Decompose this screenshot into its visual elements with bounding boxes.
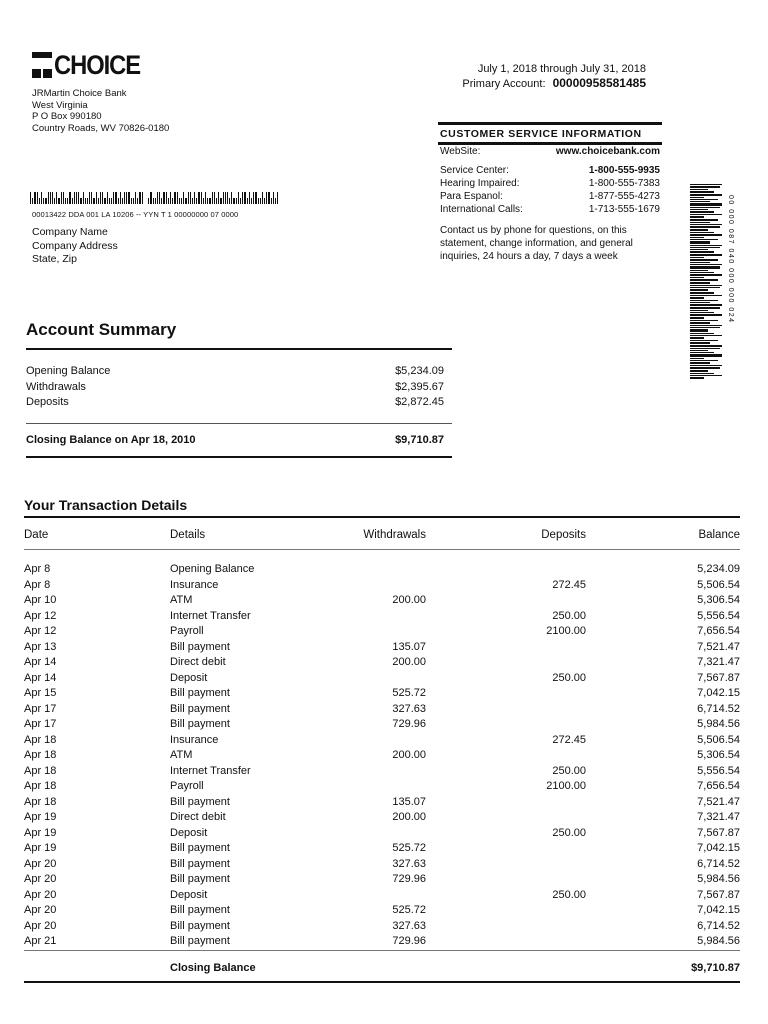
summary-row <box>26 364 452 380</box>
transaction-row <box>24 934 740 950</box>
column-header-details: Details <box>170 518 330 550</box>
transaction-withdrawal: 200.00 <box>392 656 426 668</box>
phone-row <box>438 203 662 216</box>
transaction-withdrawal: 135.07 <box>392 640 426 653</box>
bank-address-line: West Virginia <box>32 99 88 111</box>
transaction-balance: 7,567.87 <box>697 671 740 684</box>
transaction-closing-value: $9,710.87 <box>586 950 740 982</box>
website-row <box>438 145 662 158</box>
vertical-barcode <box>690 184 722 388</box>
transaction-row <box>24 655 740 671</box>
customer-service-box <box>438 122 662 263</box>
transaction-details-cell: Bill payment <box>170 857 230 870</box>
transaction-row <box>24 550 740 578</box>
bank-address-line: JRMartin Choice Bank <box>32 88 127 99</box>
transaction-closing-label: Closing Balance <box>170 950 330 982</box>
transaction-date: Apr 13 <box>24 640 57 653</box>
account-summary-title: Account Summary <box>26 320 452 350</box>
transaction-deposit <box>426 748 586 764</box>
phone-label: Hearing Impaired: <box>440 178 520 189</box>
bank-address-line: Country Roads, WV 70826-0180 <box>32 122 170 134</box>
transaction-deposit <box>426 550 586 578</box>
transaction-withdrawal: 525.72 <box>392 904 426 916</box>
transaction-deposit: 272.45 <box>552 733 586 746</box>
transaction-withdrawal <box>330 826 426 842</box>
transaction-date: Apr 17 <box>24 718 57 730</box>
phone-number: 1-800-555-9935 <box>588 165 660 176</box>
transaction-row <box>24 733 740 749</box>
summary-value: $2,872.45 <box>395 396 444 408</box>
transaction-details-cell: Bill payment <box>170 935 230 947</box>
transaction-details-cell: ATM <box>170 594 193 606</box>
transaction-details-cell: Bill payment <box>170 873 230 885</box>
transaction-details-cell: Bill payment <box>170 687 230 699</box>
transaction-deposit <box>426 640 586 656</box>
transaction-balance: 5,506.54 <box>697 733 740 746</box>
transaction-row <box>24 826 740 842</box>
transaction-row <box>24 779 740 795</box>
transaction-date: Apr 21 <box>24 935 57 947</box>
column-header-deposits: Deposits <box>426 518 586 550</box>
transaction-details-cell: Direct debit <box>170 811 226 823</box>
transaction-deposit <box>426 686 586 702</box>
transaction-details-cell: Insurance <box>170 578 219 591</box>
transaction-deposit <box>426 934 586 950</box>
transaction-balance: 5,556.54 <box>697 609 740 622</box>
transaction-details-cell: Bill payment <box>170 842 230 854</box>
recipient-line: Company Name <box>32 226 108 238</box>
transaction-deposit <box>426 717 586 733</box>
transaction-withdrawal <box>330 578 426 594</box>
summary-label: Withdrawals <box>26 380 86 393</box>
primary-account <box>462 76 646 91</box>
transaction-withdrawal: 729.96 <box>392 718 426 730</box>
transaction-balance: 5,306.54 <box>697 749 740 761</box>
summary-row <box>26 380 452 396</box>
transaction-deposit <box>426 872 586 888</box>
transaction-withdrawal: 525.72 <box>392 687 426 699</box>
transaction-date: Apr 14 <box>24 671 57 684</box>
transaction-withdrawal: 525.72 <box>392 842 426 854</box>
transaction-withdrawal: 729.96 <box>392 935 426 947</box>
statement-period-block <box>462 62 646 91</box>
transaction-details-cell: Deposit <box>170 888 208 901</box>
statement-period: July 1, 2018 through July 31, 2018 <box>477 63 646 75</box>
transaction-deposit <box>426 857 586 873</box>
transaction-row <box>24 903 740 919</box>
website-link[interactable]: www.choicebank.com <box>555 146 660 157</box>
transaction-date: Apr 19 <box>24 842 57 854</box>
transaction-row <box>24 609 740 625</box>
column-header-date: Date <box>24 518 170 550</box>
phone-row <box>438 190 662 203</box>
transaction-date: Apr 20 <box>24 857 57 870</box>
transaction-row <box>24 748 740 764</box>
transaction-details-cell: Opening Balance <box>170 563 255 575</box>
transaction-row <box>24 671 740 687</box>
account-summary-rows <box>26 350 452 424</box>
transaction-row <box>24 919 740 935</box>
transaction-withdrawal: 327.63 <box>392 919 426 932</box>
transaction-balance: 7,567.87 <box>697 826 740 839</box>
transaction-row <box>24 795 740 811</box>
mail-routing-line: 00013422 DDA 001 LA 10206 -- YYN T 1 00000000 07 0000 <box>32 210 239 219</box>
transaction-withdrawal <box>330 764 426 780</box>
closing-balance-label: Closing Balance on Apr 18, 2010 <box>26 433 196 446</box>
phone-label: Service Center: <box>440 165 509 176</box>
transaction-balance: 7,321.47 <box>697 811 740 823</box>
transaction-balance: 5,984.56 <box>697 718 740 730</box>
transaction-balance: 5,556.54 <box>697 764 740 777</box>
transaction-deposit <box>426 919 586 935</box>
transaction-deposit: 250.00 <box>552 764 586 777</box>
account-summary <box>26 320 452 458</box>
transaction-deposit: 272.45 <box>552 578 586 591</box>
transaction-row <box>24 702 740 718</box>
transaction-balance: 5,506.54 <box>697 578 740 591</box>
transaction-balance: 7,521.47 <box>697 795 740 808</box>
transaction-balance: 5,984.56 <box>697 873 740 885</box>
transaction-row <box>24 624 740 640</box>
transaction-details-cell: Bill payment <box>170 718 230 730</box>
recipient-address <box>32 226 118 267</box>
transaction-deposit <box>426 795 586 811</box>
transaction-date: Apr 18 <box>24 749 57 761</box>
transaction-date: Apr 12 <box>24 625 57 637</box>
transaction-withdrawal: 135.07 <box>392 795 426 808</box>
transaction-details-cell: Payroll <box>170 780 204 792</box>
transaction-withdrawal <box>330 779 426 795</box>
recipient-line: Company Address <box>32 239 118 252</box>
summary-value: $2,395.67 <box>395 380 444 393</box>
transaction-withdrawal <box>330 888 426 904</box>
transaction-date: Apr 10 <box>24 594 57 606</box>
transaction-deposit: 250.00 <box>552 888 586 901</box>
transaction-details-cell: Bill payment <box>170 640 230 653</box>
transaction-balance: 6,714.52 <box>697 702 740 715</box>
transaction-row <box>24 810 740 826</box>
transaction-details-cell: Bill payment <box>170 904 230 916</box>
transaction-details-cell: Deposit <box>170 671 208 684</box>
transaction-balance: 5,234.09 <box>697 563 740 575</box>
transaction-date: Apr 20 <box>24 919 57 932</box>
transaction-details-cell: Direct debit <box>170 656 226 668</box>
summary-label: Deposits <box>26 396 69 408</box>
transaction-date: Apr 20 <box>24 873 57 885</box>
transaction-date: Apr 18 <box>24 733 57 746</box>
primary-account-number: 00000958581485 <box>552 76 646 90</box>
transaction-date: Apr 15 <box>24 687 57 699</box>
transaction-withdrawal <box>330 609 426 625</box>
transaction-details-cell: Deposit <box>170 826 208 839</box>
column-header-balance: Balance <box>586 518 740 550</box>
phone-number: 1-800-555-7383 <box>588 178 660 189</box>
summary-value: $5,234.09 <box>395 365 444 377</box>
transaction-balance: 7,656.54 <box>697 625 740 637</box>
postal-barcode <box>30 192 286 204</box>
primary-account-label: Primary Account: <box>462 78 546 90</box>
customer-service-title: CUSTOMER SERVICE INFORMATION <box>438 122 662 145</box>
transaction-withdrawal: 729.96 <box>392 873 426 885</box>
transaction-deposit: 2100.00 <box>546 780 586 792</box>
transaction-balance: 7,567.87 <box>697 888 740 901</box>
transaction-deposit <box>426 655 586 671</box>
transaction-balance: 6,714.52 <box>697 857 740 870</box>
transaction-withdrawal <box>330 671 426 687</box>
bank-logo-mark-icon <box>32 52 52 78</box>
transaction-date: Apr 12 <box>24 609 57 622</box>
transaction-deposit: 250.00 <box>552 671 586 684</box>
transaction-details-cell: Bill payment <box>170 795 230 808</box>
transaction-balance: 7,321.47 <box>697 656 740 668</box>
transaction-date: Apr 19 <box>24 826 57 839</box>
transaction-row <box>24 578 740 594</box>
transaction-row <box>24 686 740 702</box>
transaction-details-cell: Internet Transfer <box>170 764 251 777</box>
transaction-details-title: Your Transaction Details <box>24 497 740 518</box>
transaction-balance: 6,714.52 <box>697 919 740 932</box>
phone-number: 1-713-555-1679 <box>588 204 660 215</box>
transaction-details-cell: Bill payment <box>170 919 230 932</box>
transaction-row <box>24 717 740 733</box>
transaction-balance: 7,521.47 <box>697 640 740 653</box>
transaction-details <box>24 497 740 983</box>
summary-row <box>26 395 452 411</box>
transaction-date: Apr 18 <box>24 795 57 808</box>
transaction-withdrawal: 200.00 <box>392 749 426 761</box>
transaction-date: Apr 19 <box>24 811 57 823</box>
transaction-withdrawal: 200.00 <box>392 594 426 606</box>
bank-address <box>32 88 169 134</box>
transaction-date: Apr 20 <box>24 904 57 916</box>
bank-address-line: P O Box 990180 <box>32 111 102 122</box>
transaction-row <box>24 593 740 609</box>
transaction-date: Apr 14 <box>24 656 57 668</box>
transaction-deposit <box>426 841 586 857</box>
transaction-row <box>24 872 740 888</box>
transaction-deposit: 250.00 <box>552 826 586 839</box>
transaction-deposit <box>426 810 586 826</box>
transaction-deposit <box>426 593 586 609</box>
bank-logo <box>32 50 152 80</box>
transaction-balance: 7,656.54 <box>697 780 740 792</box>
transaction-deposit <box>426 903 586 919</box>
transaction-withdrawal: 327.63 <box>392 857 426 870</box>
transaction-details-cell: ATM <box>170 749 193 761</box>
transaction-deposit: 250.00 <box>552 609 586 622</box>
phone-row <box>438 177 662 190</box>
transaction-row <box>24 857 740 873</box>
transaction-closing-row <box>24 950 740 982</box>
closing-balance-row <box>26 424 452 458</box>
transaction-withdrawal <box>330 550 426 578</box>
closing-balance-value: $9,710.87 <box>395 433 444 446</box>
transaction-details-cell: Payroll <box>170 625 204 637</box>
column-header-withdrawals: Withdrawals <box>330 518 426 550</box>
transaction-balance: 5,984.56 <box>697 935 740 947</box>
phone-number: 1-877-555-4273 <box>588 191 660 202</box>
website-label: WebSite: <box>440 146 481 157</box>
transaction-deposit: 2100.00 <box>546 625 586 637</box>
transaction-details-cell: Bill payment <box>170 702 230 715</box>
phone-label: Para Espanol: <box>440 191 503 202</box>
transaction-withdrawal: 327.63 <box>392 702 426 715</box>
transaction-date: Apr 8 <box>24 578 51 591</box>
transaction-withdrawal: 200.00 <box>392 811 426 823</box>
transaction-withdrawal <box>330 733 426 749</box>
phone-row <box>438 164 662 177</box>
transaction-date: Apr 20 <box>24 888 57 901</box>
transaction-table <box>24 518 740 983</box>
vertical-barcode-text: 00 000 087 040 000 000 024 <box>727 195 734 324</box>
transaction-header-row <box>24 518 740 550</box>
transaction-withdrawal <box>330 624 426 640</box>
transaction-date: Apr 18 <box>24 764 57 777</box>
transaction-details-cell: Insurance <box>170 733 219 746</box>
transaction-balance: 7,042.15 <box>697 904 740 916</box>
transaction-row <box>24 888 740 904</box>
transaction-row <box>24 640 740 656</box>
transaction-balance: 7,042.15 <box>697 842 740 854</box>
summary-label: Opening Balance <box>26 365 111 377</box>
transaction-balance: 5,306.54 <box>697 594 740 606</box>
phone-label: International Calls: <box>440 204 523 215</box>
bank-logo-text: CHOICE <box>54 50 141 80</box>
transaction-date: Apr 17 <box>24 702 57 715</box>
transaction-row <box>24 841 740 857</box>
customer-service-note: Contact us by phone for questions, on this statement, change information, and general inquiries, 24 hours a day, 7 days a week <box>440 225 633 262</box>
transaction-date: Apr 18 <box>24 780 57 792</box>
transaction-date: Apr 8 <box>24 563 51 575</box>
transaction-details-cell: Internet Transfer <box>170 609 251 622</box>
transaction-deposit <box>426 702 586 718</box>
transaction-balance: 7,042.15 <box>697 687 740 699</box>
recipient-line: State, Zip <box>32 253 77 265</box>
transaction-row <box>24 764 740 780</box>
